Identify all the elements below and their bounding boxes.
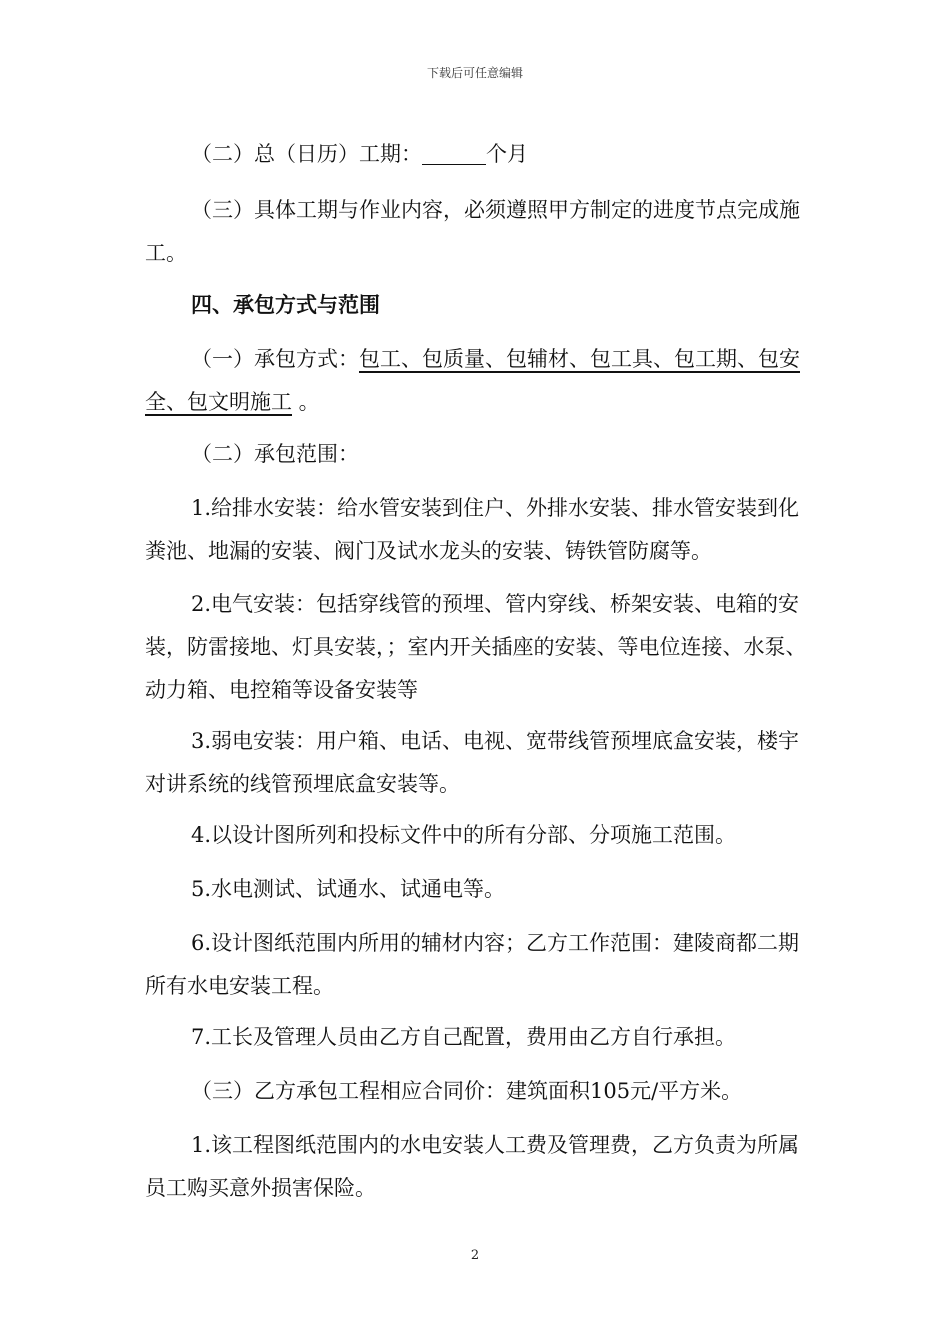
list-item-1: 1.给排水安装：给水管安装到住户、外排水安装、排水管安装到化粪池、地漏的安装、阀门及试水龙头的安装、铸铁管防腐等。 bbox=[145, 496, 800, 563]
contract-method-end: 。 bbox=[292, 390, 320, 414]
paragraph-contract-method bbox=[145, 338, 810, 424]
list-item-6: 6.设计图纸范围内所用的辅材内容；乙方工作范围：建陵商都二期所有水电安装工程。 bbox=[145, 931, 800, 998]
duration-blank bbox=[422, 140, 486, 165]
page-number: 2 bbox=[470, 1248, 480, 1263]
duration-unit: 个月 bbox=[486, 142, 528, 166]
list-item-7: 7.工长及管理人员由乙方自己配置，费用由乙方自行承担。 bbox=[191, 1025, 737, 1049]
list-item-3: 3.弱电安装：用户箱、电话、电视、宽带线管预埋底盒安装，楼宇对讲系统的线管预埋底盒安装等。 bbox=[145, 729, 800, 796]
section-heading-4: 四、承包方式与范围 bbox=[191, 292, 380, 317]
contract-method-label: （一）承包方式： bbox=[191, 347, 359, 371]
price-item-1: 1.该工程图纸范围内的水电安装人工费及管理费，乙方负责为所属员工购买意外损害保险。 bbox=[145, 1133, 800, 1200]
duration-label: （二）总（日历）工期： bbox=[191, 142, 422, 166]
paragraph-specific-duration: （三）具体工期与作业内容，必须遵照甲方制定的进度节点完成施工。 bbox=[145, 198, 800, 265]
page-header: 下载后可任意编辑 bbox=[426, 66, 523, 80]
contract-method-value: 包工、包质量、包辅材、包工具、包工期、包安全、包文明施工 bbox=[145, 347, 800, 414]
list-item-4: 4.以设计图所列和投标文件中的所有分部、分项施工范围。 bbox=[191, 823, 737, 847]
list-item-2: 2.电气安装：包括穿线管的预埋、管内穿线、桥架安装、电箱的安装，防雷接地、灯具安装，；室内开关插座的安装、等电位连接、水泵、动力箱、电控箱等设备安装等 bbox=[145, 592, 807, 702]
paragraph-contract-scope: （二）承包范围： bbox=[191, 442, 359, 466]
paragraph-contract-price: （三）乙方承包工程相应合同价：建筑面积105元/平方米。 bbox=[191, 1079, 743, 1103]
paragraph-total-duration bbox=[145, 133, 810, 176]
list-item-5: 5.水电测试、试通水、试通电等。 bbox=[191, 877, 506, 901]
